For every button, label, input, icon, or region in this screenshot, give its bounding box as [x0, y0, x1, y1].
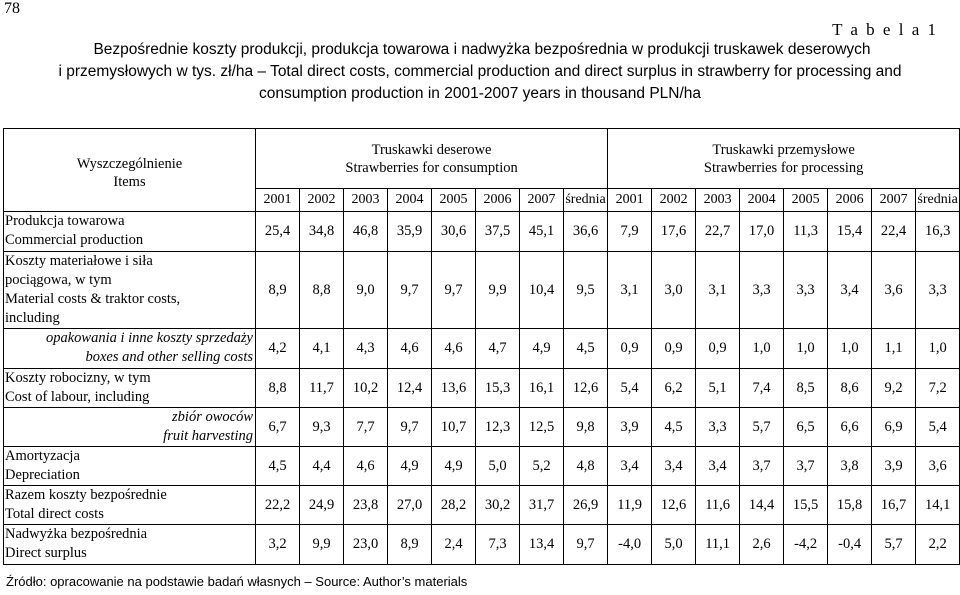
- value-cell: 8,9: [388, 525, 432, 565]
- value-cell: 3,6: [872, 252, 916, 329]
- year-header-cell: 2004: [740, 189, 784, 212]
- page-number: 78: [4, 0, 20, 17]
- value-cell: 5,4: [608, 369, 652, 408]
- value-cell: 6,9: [872, 408, 916, 447]
- row-label-line: fruit harvesting: [163, 428, 253, 444]
- value-cell: 9,7: [388, 408, 432, 447]
- value-cell: 3,4: [652, 447, 696, 486]
- value-cell: 3,4: [608, 447, 652, 486]
- group1-en: Strawberries for consumption: [345, 159, 518, 176]
- items-header-pl: Wyszczególnienie: [76, 156, 183, 172]
- value-cell: 3,6: [916, 447, 960, 486]
- title-line-1: i przemysłowych w tys. zł/ha – Total direct costs, commercial production and direct surplus in strawberry for processing and: [58, 63, 902, 80]
- data-table: [3, 128, 960, 565]
- table-row: [4, 525, 960, 565]
- items-header-en: Items: [113, 174, 146, 190]
- value-cell: 14,4: [740, 486, 784, 525]
- value-cell: 4,4: [300, 447, 344, 486]
- table-row: [4, 212, 960, 252]
- value-cell: 7,3: [476, 525, 520, 565]
- year-header-cell: 2002: [652, 189, 696, 212]
- value-cell: 12,6: [652, 486, 696, 525]
- value-cell: 10,4: [520, 252, 564, 329]
- value-cell: 14,1: [916, 486, 960, 525]
- value-cell: 0,9: [652, 329, 696, 369]
- value-cell: 1,1: [872, 329, 916, 369]
- value-cell: 3,1: [608, 252, 652, 329]
- value-cell: 9,0: [344, 252, 388, 329]
- value-cell: 5,7: [740, 408, 784, 447]
- value-cell: 4,9: [432, 447, 476, 486]
- value-cell: 3,9: [608, 408, 652, 447]
- value-cell: 4,9: [520, 329, 564, 369]
- year-header-cell: 2003: [696, 189, 740, 212]
- value-cell: 9,9: [476, 252, 520, 329]
- row-label-line: Amortyzacja: [5, 448, 80, 464]
- value-cell: 12,3: [476, 408, 520, 447]
- value-cell: 11,7: [300, 369, 344, 408]
- value-cell: 3,3: [696, 408, 740, 447]
- value-cell: 4,8: [564, 447, 608, 486]
- value-cell: 9,7: [564, 525, 608, 565]
- value-cell: 12,4: [388, 369, 432, 408]
- value-cell: 9,7: [388, 252, 432, 329]
- value-cell: 35,9: [388, 212, 432, 252]
- year-header-cell: 2007: [872, 189, 916, 212]
- row-label-line: Nadwyżka bezpośrednia: [5, 526, 148, 542]
- value-cell: 27,0: [388, 486, 432, 525]
- year-header-cell: 2001: [256, 189, 300, 212]
- value-cell: 12,6: [564, 369, 608, 408]
- year-header-cell: 2006: [828, 189, 872, 212]
- value-cell: 16,1: [520, 369, 564, 408]
- table-label: T a b e l a 1: [832, 20, 938, 39]
- value-cell: 7,2: [916, 369, 960, 408]
- value-cell: 8,8: [256, 369, 300, 408]
- value-cell: 23,0: [344, 525, 388, 565]
- table-row: [4, 408, 960, 447]
- value-cell: 9,8: [564, 408, 608, 447]
- value-cell: 0,9: [608, 329, 652, 369]
- value-cell: 30,2: [476, 486, 520, 525]
- row-label: [4, 369, 256, 408]
- row-label-line: Razem koszty bezpośrednie: [5, 487, 167, 503]
- row-label-line: Produkcja towarowa: [5, 213, 125, 229]
- year-header-cell: 2004: [388, 189, 432, 212]
- row-label-line: opakowania i inne koszty sprzedaży: [45, 330, 253, 346]
- value-cell: 3,8: [828, 447, 872, 486]
- value-cell: 26,9: [564, 486, 608, 525]
- year-header-cell: 2006: [476, 189, 520, 212]
- value-cell: 15,8: [828, 486, 872, 525]
- value-cell: 22,7: [696, 212, 740, 252]
- value-cell: 17,6: [652, 212, 696, 252]
- title-line-2: consumption production in 2001-2007 years in thousand PLN/ha: [258, 85, 702, 102]
- value-cell: 4,6: [344, 447, 388, 486]
- value-cell: 15,3: [476, 369, 520, 408]
- value-cell: -4,0: [608, 525, 652, 565]
- table-row: [4, 447, 960, 486]
- value-cell: 37,5: [476, 212, 520, 252]
- value-cell: 2,6: [740, 525, 784, 565]
- value-cell: 10,7: [432, 408, 476, 447]
- value-cell: 5,0: [652, 525, 696, 565]
- year-header-cell: 2003: [344, 189, 388, 212]
- value-cell: 28,2: [432, 486, 476, 525]
- value-cell: 31,7: [520, 486, 564, 525]
- value-cell: 7,7: [344, 408, 388, 447]
- year-header-cell: 2001: [608, 189, 652, 212]
- value-cell: 3,7: [740, 447, 784, 486]
- row-label: [4, 525, 256, 565]
- value-cell: -4,2: [784, 525, 828, 565]
- value-cell: 0,9: [696, 329, 740, 369]
- value-cell: 4,6: [388, 329, 432, 369]
- value-cell: 15,4: [828, 212, 872, 252]
- value-cell: 4,1: [300, 329, 344, 369]
- value-cell: 4,6: [432, 329, 476, 369]
- value-cell: 11,1: [696, 525, 740, 565]
- value-cell: 3,9: [872, 447, 916, 486]
- value-cell: 4,3: [344, 329, 388, 369]
- value-cell: 11,6: [696, 486, 740, 525]
- value-cell: 1,0: [740, 329, 784, 369]
- value-cell: 6,2: [652, 369, 696, 408]
- row-label-line: including: [5, 310, 60, 326]
- value-cell: 36,6: [564, 212, 608, 252]
- row-label: [4, 447, 256, 486]
- table-row: [4, 369, 960, 408]
- value-cell: 1,0: [828, 329, 872, 369]
- value-cell: 3,4: [696, 447, 740, 486]
- value-cell: 9,7: [432, 252, 476, 329]
- value-cell: 2,2: [916, 525, 960, 565]
- value-cell: 4,7: [476, 329, 520, 369]
- table-title-english: [0, 61, 960, 105]
- value-cell: 6,7: [256, 408, 300, 447]
- value-cell: 15,5: [784, 486, 828, 525]
- value-cell: 22,2: [256, 486, 300, 525]
- value-cell: 3,3: [784, 252, 828, 329]
- value-cell: 5,7: [872, 525, 916, 565]
- row-label-line: boxes and other selling costs: [85, 349, 253, 365]
- row-label-line: pociągowa, w tym: [5, 272, 112, 288]
- value-cell: -0,4: [828, 525, 872, 565]
- value-cell: 24,9: [300, 486, 344, 525]
- value-cell: 5,4: [916, 408, 960, 447]
- value-cell: 1,0: [916, 329, 960, 369]
- value-cell: 17,0: [740, 212, 784, 252]
- value-cell: 3,4: [828, 252, 872, 329]
- value-cell: 4,9: [388, 447, 432, 486]
- row-label: [4, 252, 256, 329]
- group1-pl: Truskawki deserowe: [371, 141, 492, 158]
- value-cell: 13,6: [432, 369, 476, 408]
- group-consumption-header: [256, 129, 608, 189]
- year-header-cell: 2002: [300, 189, 344, 212]
- value-cell: 34,8: [300, 212, 344, 252]
- value-cell: 6,6: [828, 408, 872, 447]
- year-header-cell: 2005: [432, 189, 476, 212]
- value-cell: 4,5: [564, 329, 608, 369]
- value-cell: 16,7: [872, 486, 916, 525]
- value-cell: 4,5: [652, 408, 696, 447]
- row-label: [4, 329, 256, 369]
- row-label-line: Direct surplus: [5, 545, 87, 561]
- row-label-line: zbiór owoców: [172, 409, 253, 425]
- row-label-line: Koszty materiałowe i siła: [5, 253, 153, 269]
- value-cell: 3,0: [652, 252, 696, 329]
- value-cell: 3,3: [916, 252, 960, 329]
- table-row: [4, 252, 960, 329]
- value-cell: 10,2: [344, 369, 388, 408]
- value-cell: 9,3: [300, 408, 344, 447]
- value-cell: 5,1: [696, 369, 740, 408]
- value-cell: 45,1: [520, 212, 564, 252]
- value-cell: 4,2: [256, 329, 300, 369]
- value-cell: 1,0: [784, 329, 828, 369]
- row-label-line: Koszty robocizny, w tym: [5, 370, 151, 386]
- year-header-cell: 2007: [520, 189, 564, 212]
- group-processing-header: [608, 129, 960, 189]
- value-cell: 13,4: [520, 525, 564, 565]
- group2-en: Strawberries for processing: [703, 159, 864, 176]
- value-cell: 9,2: [872, 369, 916, 408]
- row-label: [4, 212, 256, 252]
- group2-pl: Truskawki przemysłowe: [712, 141, 855, 158]
- value-cell: 22,4: [872, 212, 916, 252]
- row-label-line: Total direct costs: [5, 506, 104, 522]
- value-cell: 7,9: [608, 212, 652, 252]
- value-cell: 4,5: [256, 447, 300, 486]
- row-label-line: Cost of labour, including: [5, 389, 150, 405]
- year-header-cell: średnia: [564, 189, 608, 212]
- value-cell: 8,6: [828, 369, 872, 408]
- row-label-line: Depreciation: [5, 467, 80, 483]
- value-cell: 46,8: [344, 212, 388, 252]
- value-cell: 5,0: [476, 447, 520, 486]
- value-cell: 2,4: [432, 525, 476, 565]
- value-cell: 8,9: [256, 252, 300, 329]
- value-cell: 6,5: [784, 408, 828, 447]
- value-cell: 11,9: [608, 486, 652, 525]
- items-header: [4, 129, 256, 212]
- row-label-line: Material costs & traktor costs,: [5, 291, 181, 307]
- source-note: Źródło: opracowanie na podstawie badań własnych – Source: Author’s materials: [6, 574, 468, 589]
- value-cell: 12,5: [520, 408, 564, 447]
- value-cell: 3,3: [740, 252, 784, 329]
- value-cell: 9,9: [300, 525, 344, 565]
- year-header-cell: 2005: [784, 189, 828, 212]
- value-cell: 30,6: [432, 212, 476, 252]
- table-title-polish: Bezpośrednie koszty produkcji, produkcja towarowa i nadwyżka bezpośrednia w produkcji truskawek deserowych: [93, 41, 871, 58]
- table-row: [4, 329, 960, 369]
- value-cell: 11,3: [784, 212, 828, 252]
- value-cell: 5,2: [520, 447, 564, 486]
- value-cell: 23,8: [344, 486, 388, 525]
- value-cell: 3,1: [696, 252, 740, 329]
- value-cell: 25,4: [256, 212, 300, 252]
- row-label: [4, 408, 256, 447]
- row-label: [4, 486, 256, 525]
- value-cell: 3,2: [256, 525, 300, 565]
- row-label-line: Commercial production: [5, 232, 144, 248]
- value-cell: 16,3: [916, 212, 960, 252]
- value-cell: 3,7: [784, 447, 828, 486]
- value-cell: 8,5: [784, 369, 828, 408]
- value-cell: 9,5: [564, 252, 608, 329]
- value-cell: 8,8: [300, 252, 344, 329]
- year-header-cell: średnia: [916, 189, 960, 212]
- table-row: [4, 486, 960, 525]
- value-cell: 7,4: [740, 369, 784, 408]
